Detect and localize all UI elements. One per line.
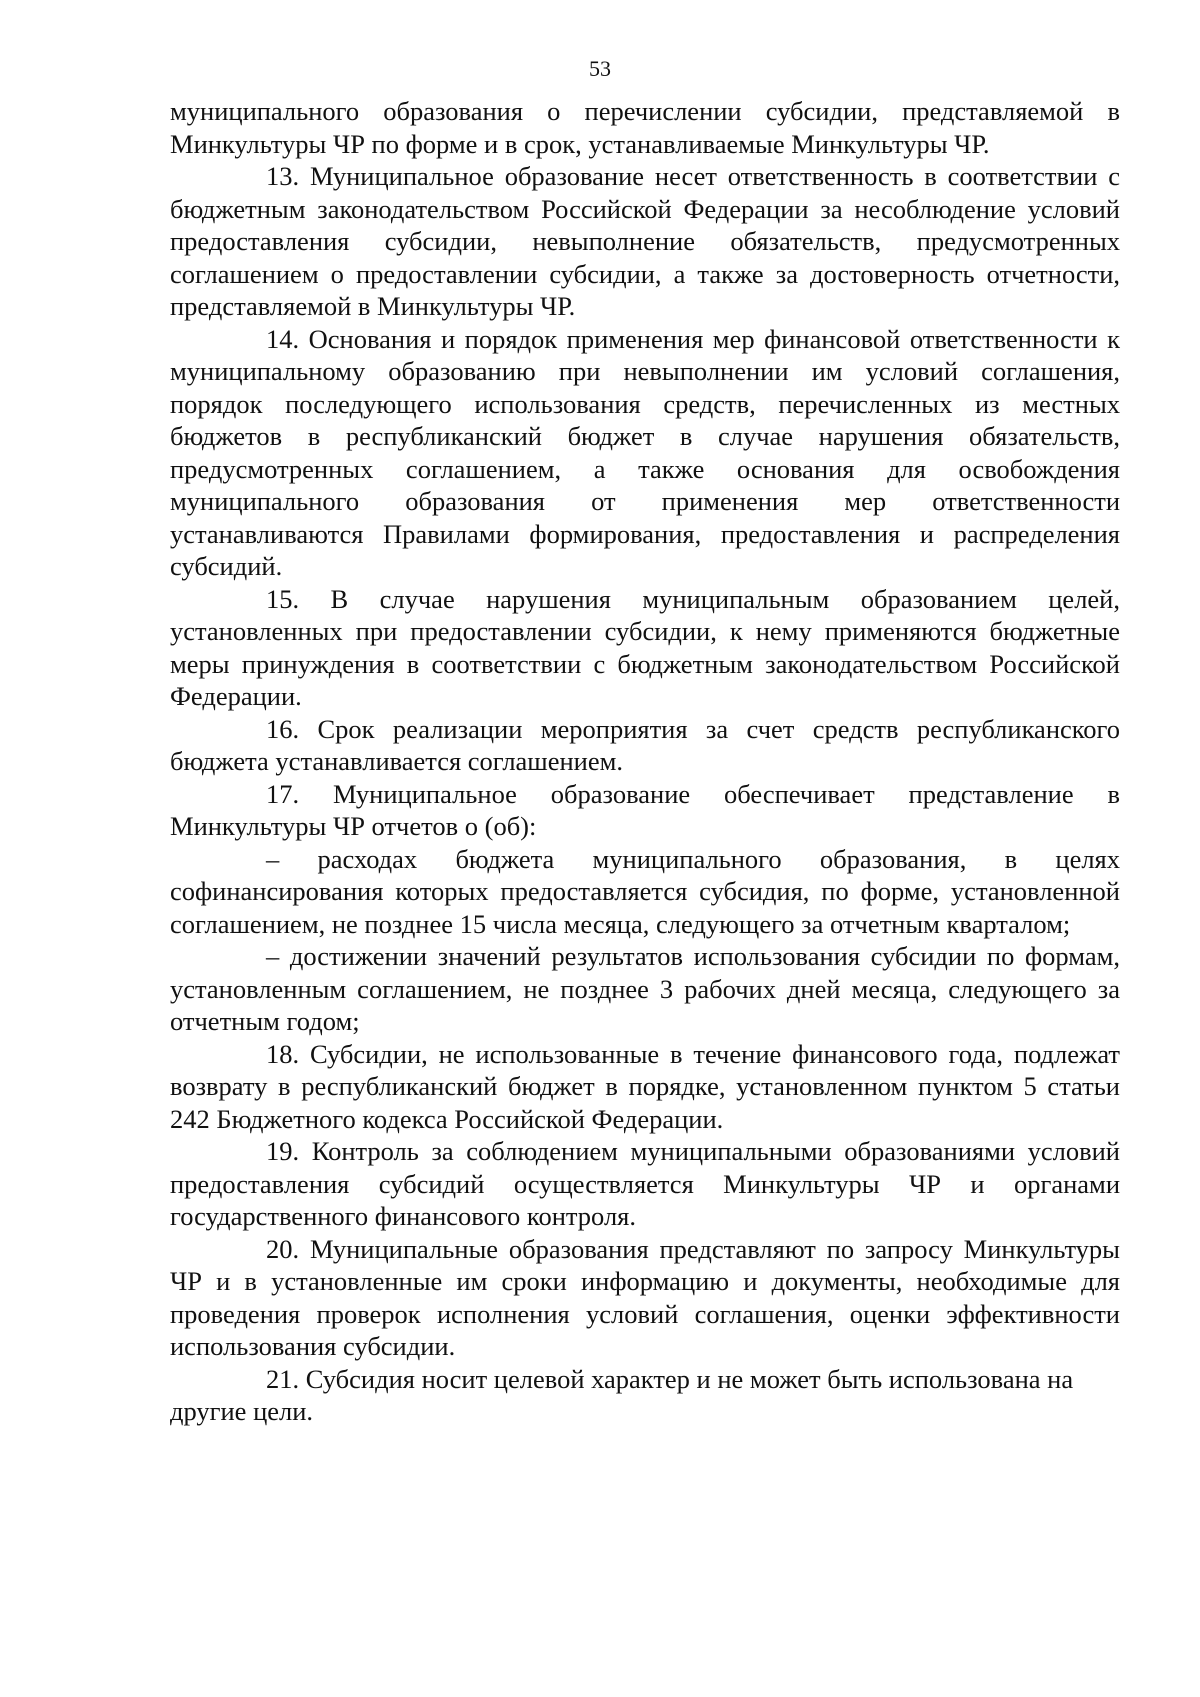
- page-number: 53: [589, 56, 611, 81]
- paragraph-21: 21. Субсидия носит целевой характер и не может быть использована на другие цели.: [170, 1363, 1074, 1426]
- paragraph-19: 19. Контроль за соблюдением муниципальными образованиями условий предоставления субсидий осуществляется Минкультуры ЧР и органами государственного финансового контроля.: [170, 1136, 1120, 1231]
- paragraph-17-item-results: – достижении значений результатов использования субсидии по формам, установленным соглашением, не позднее 3 рабочих дней месяца, следующего за отчетным годом;: [170, 941, 1120, 1036]
- paragraph-continuation: муниципального образования о перечислении субсидии, представляемой в Минкультуры ЧР по форме и в срок, устанавливаемые Минкультуры ЧР.: [170, 96, 1120, 159]
- paragraph-17: 17. Муниципальное образование обеспечивает представление в Минкультуры ЧР отчетов о (об):: [170, 778, 1120, 841]
- paragraph-16: 16. Срок реализации мероприятия за счет средств республиканского бюджета устанавливается соглашением.: [170, 713, 1120, 776]
- paragraph-17-item-expenses: – расходах бюджета муниципального образования, в целях софинансирования которых предоставляется субсидия, по форме, установленной соглашением, не позднее 15 числа месяца, следующего за отчетным кварталом;: [170, 843, 1120, 939]
- paragraph-18: 18. Субсидии, не использованные в течение финансового года, подлежат возврату в республиканский бюджет в порядке, установленном пунктом 5 статьи 242 Бюджетного кодекса Российской Федерации.: [170, 1038, 1120, 1134]
- paragraph-14: 14. Основания и порядок применения мер финансовой ответственности к муниципальному образованию при невыполнении им условий соглашения, порядок последующего использования средств, перечисленных из местных бюджетов в республиканский бюджет в случае нарушения обязательств, предусмотренных соглашением, а также основания для освобождения муниципального образования от применения мер ответственности устанавливаются Правилами формирования, предоставления и распределения субсидий.: [170, 323, 1120, 581]
- paragraph-13: 13. Муниципальное образование несет ответственность в соответствии с бюджетным законодательством Российской Федерации за несоблюдение условий предоставления субсидии, невыполнение обязательств, предусмотренных соглашением о предоставлении субсидии, а также за достоверность отчетности, представляемой в Минкультуры ЧР.: [170, 161, 1120, 321]
- paragraph-20: 20. Муниципальные образования представляют по запросу Минкультуры ЧР и в установленные им сроки информацию и документы, необходимые для проведения проверок исполнения условий соглашения, оценки эффективности использования субсидии.: [170, 1233, 1120, 1361]
- paragraph-15: 15. В случае нарушения муниципальным образованием целей, установленных при предоставлении субсидии, к нему применяются бюджетные меры принуждения в соответствии с бюджетным законодательством Российской Федерации.: [170, 583, 1120, 711]
